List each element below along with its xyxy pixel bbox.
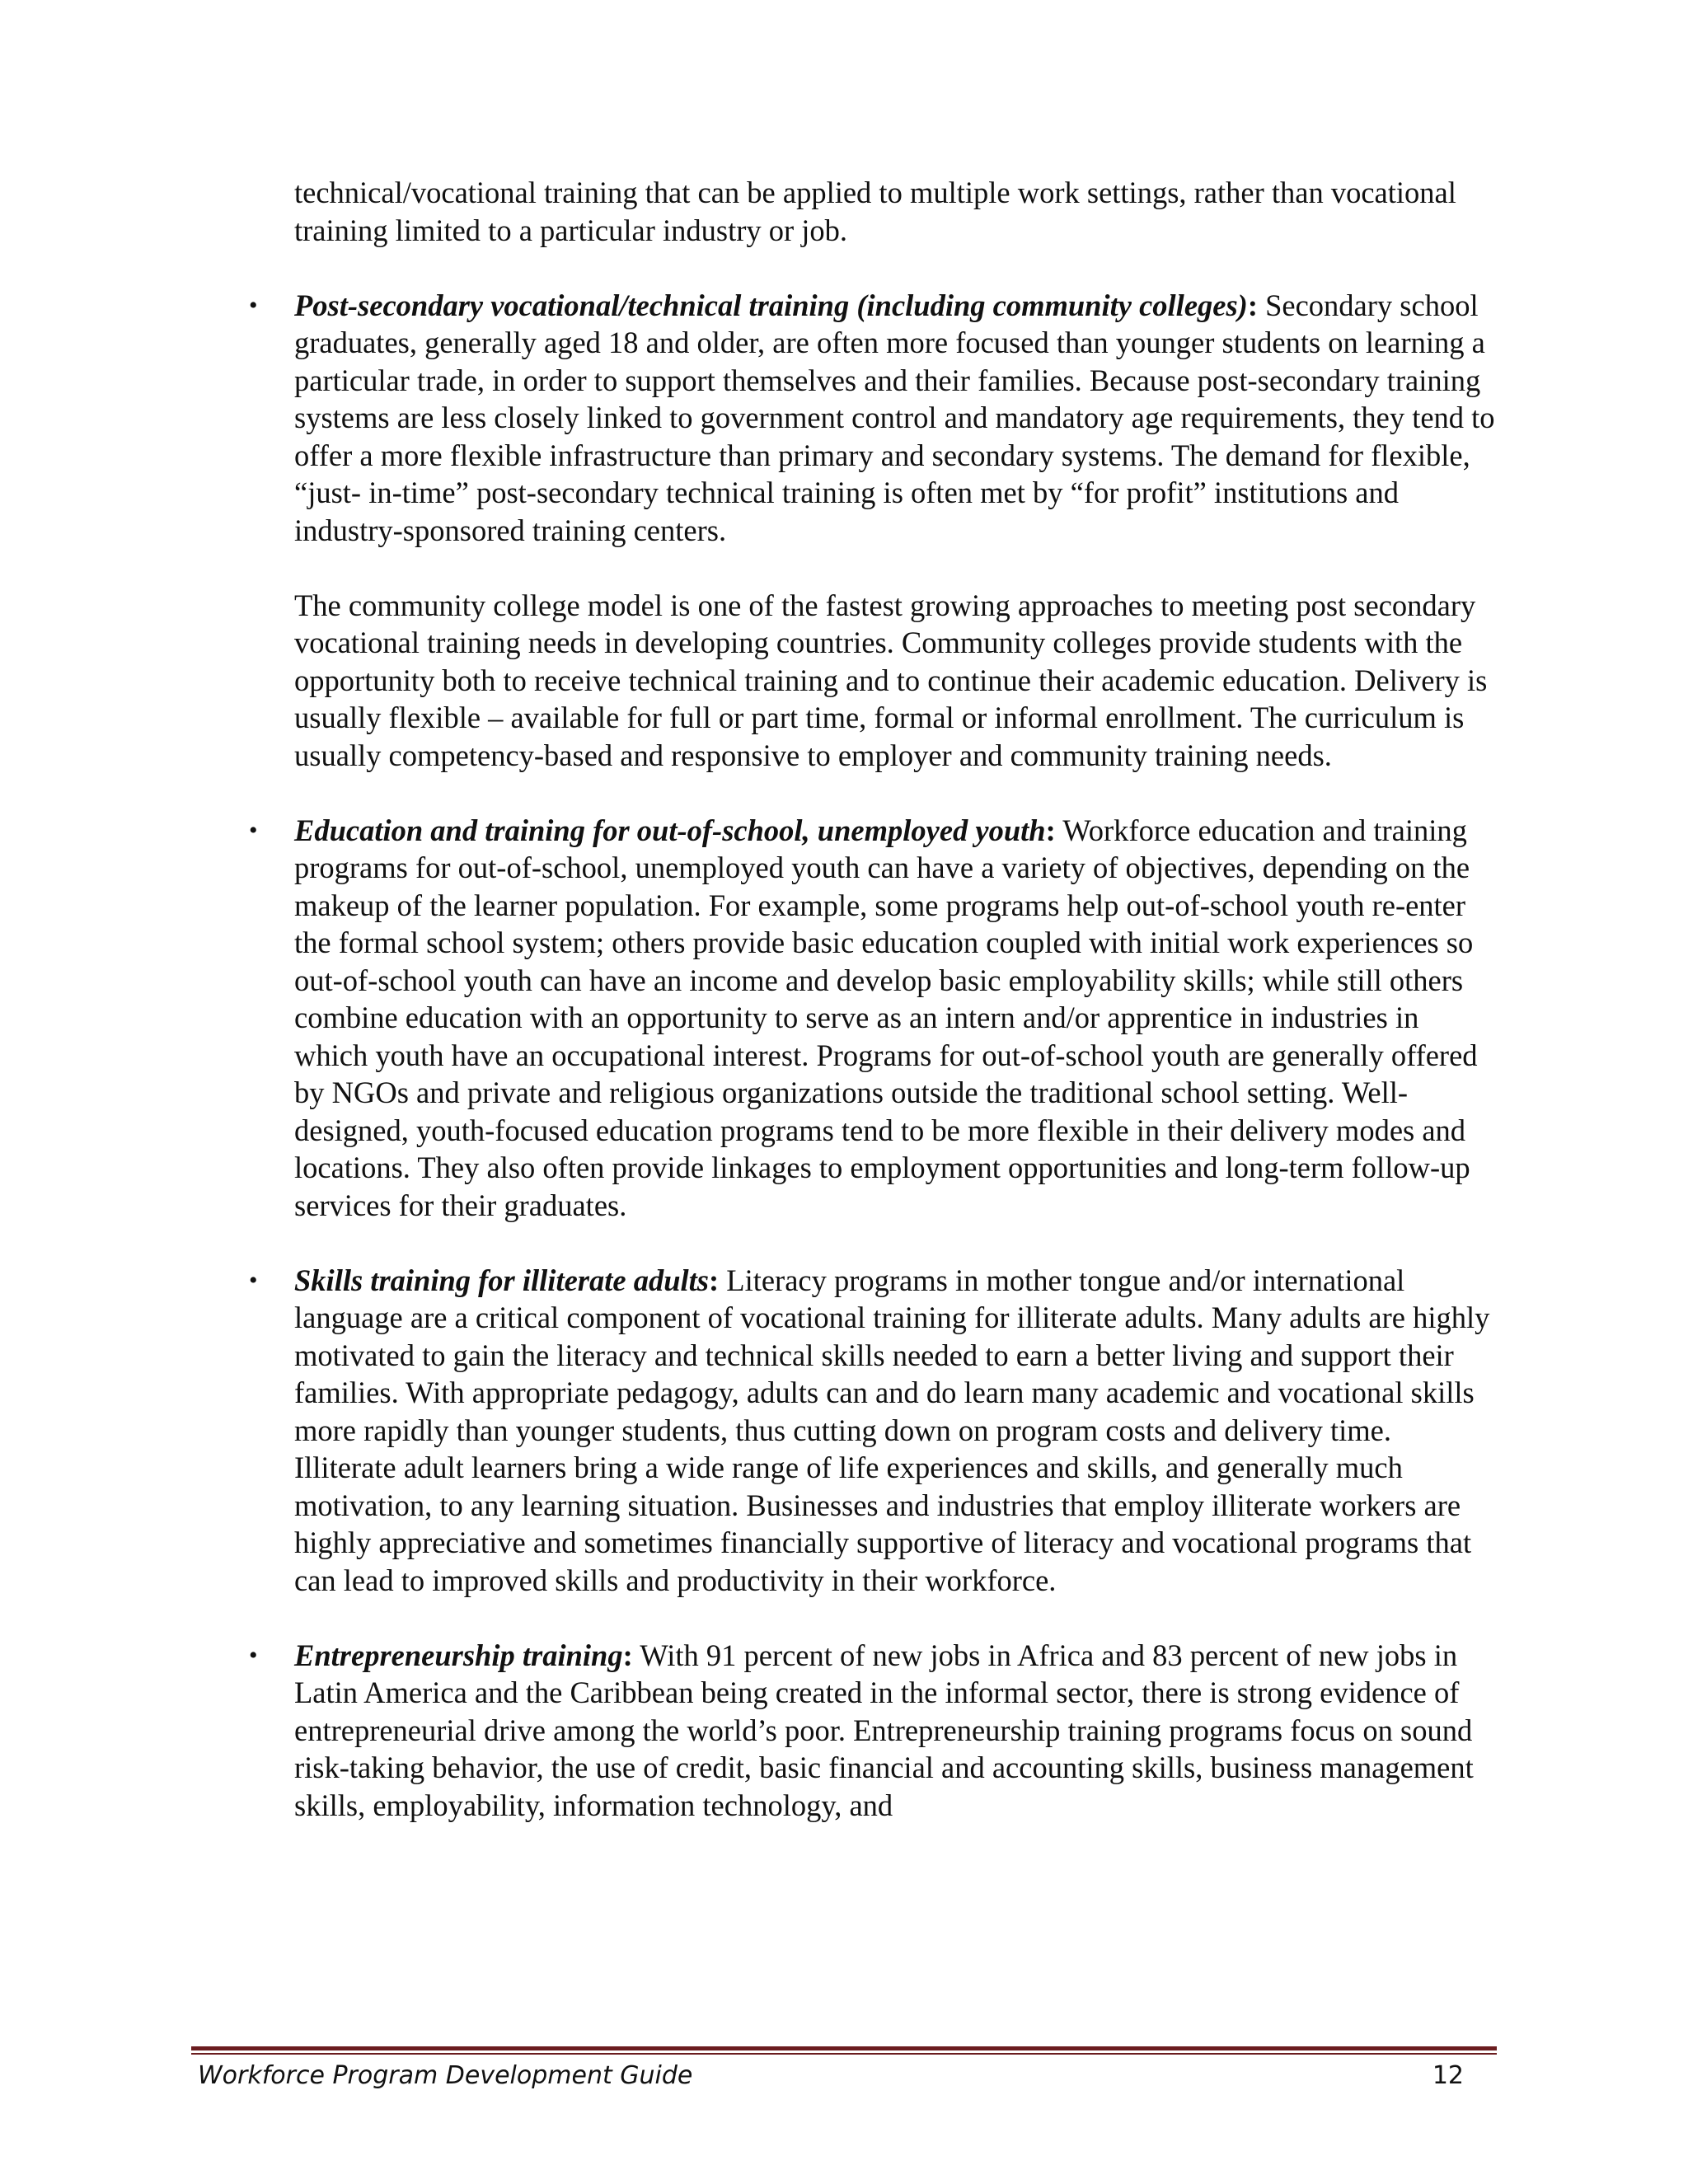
- bullet-text: Workforce education and training programs for out-of-school, unemployed youth can have a variety of objectives, depending on the makeup of the learner population. For example, some programs help out-of-school youth re-enter the formal school system; others provide basic education coupled with initial work experiences so out-of-school youth can have an income and develop basic employability skills; while still others combine education with an opportunity to serve as an intern and/or apprentice in industries in which youth have an occupational interest. Programs for out-of-school youth are generally offered by NGOs and private and religious organizations outside the traditional school setting. Well-designed, youth-focused education programs tend to be more flexible in their delivery modes and locations. They also often provide linkages to employment opportunities and long-term follow-up services for their graduates.: [294, 813, 1478, 1222]
- bullet-paragraph: [294, 1262, 1496, 1600]
- bullet-colon: :: [709, 1263, 720, 1297]
- bullet-text: Secondary school graduates, generally aged 18 and older, are often more focused than younger students on learning a particular trade, in order to support themselves and their families. Because post-secondary training systems are less closely linked to government control and mandatory age requirements, they tend to offer a more flexible infrastructure than primary and secondary systems. The demand for flexible, “just- in-time” post-secondary technical training is often met by “for profit” institutions and industry-sponsored training centers.: [294, 288, 1495, 547]
- bullet-term: Post-secondary vocational/technical training (including community colleges): [294, 288, 1248, 322]
- continuation-paragraph: technical/vocational training that can be applied to multiple work settings, rather than vocational training limited to a particular industry or job.: [294, 176, 1456, 247]
- bullet-icon: •: [249, 1641, 258, 1669]
- bullet-text: Literacy programs in mother tongue and/or international language are a critical component of vocational training for illiterate adults. Many adults are highly motivated to gain the literacy and technical skills needed to earn a better living and support their families. With appropriate pedagogy, adults can and do learn many academic and vocational skills more rapidly than younger students, thus cutting down on program costs and delivery time. Illiterate adult learners bring a wide range of life experiences and skills, and generally much motivation, to any learning situation. Businesses and industries that employ illiterate workers are highly appreciative and sometimes financially supportive of literacy and vocational programs that can lead to improved skills and productivity in their workforce.: [294, 1263, 1490, 1597]
- bullet-paragraph: [294, 287, 1496, 550]
- bullet-icon: •: [249, 816, 258, 844]
- bullet-icon: •: [249, 1266, 258, 1294]
- bullet-icon: •: [249, 291, 258, 319]
- bullet-sub-paragraph: The community college model is one of the fastest growing approaches to meeting post secondary vocational training needs in developing countries. Community colleges provide students with the opportunity both to receive technical training and to continue their academic education. Delivery is usually flexible – available for full or part time, formal or informal enrollment. The curriculum is usually competency-based and responsive to employer and community training needs.: [294, 588, 1488, 772]
- footer-title: Workforce Program Development Guide: [198, 2061, 693, 2090]
- bullet-colon: :: [1045, 813, 1056, 847]
- footer-rule: [191, 2046, 1497, 2050]
- bullet-item-out-of-school-youth: [249, 812, 1496, 1225]
- bullet-colon: :: [1247, 288, 1258, 322]
- footer-rule-thin: [191, 2053, 1497, 2055]
- bullet-text: With 91 percent of new jobs in Africa and 83 percent of new jobs in Latin America and the Caribbean being created in the informal sector, there is strong evidence of entrepreneurial drive among the world’s poor. Entrepreneurship training programs focus on sound risk-taking behavior, the use of credit, basic financial and accounting skills, business management skills, employability, information technology, and: [294, 1638, 1474, 1822]
- bullet-term: Skills training for illiterate adults: [294, 1263, 709, 1297]
- bullet-item-entrepreneurship: [249, 1637, 1496, 1825]
- bullet-item-post-secondary: [249, 287, 1496, 775]
- page-number: 12: [1432, 2061, 1464, 2090]
- bullet-paragraph: [294, 812, 1496, 1225]
- bullet-item-illiterate-adults: [249, 1262, 1496, 1600]
- bullet-term: Entrepreneurship training: [294, 1638, 623, 1672]
- bullet-term: Education and training for out-of-school, unemployed youth: [294, 813, 1046, 847]
- bullet-paragraph: [294, 1637, 1496, 1825]
- bullet-colon: :: [622, 1638, 633, 1672]
- body-text: [249, 174, 1496, 1862]
